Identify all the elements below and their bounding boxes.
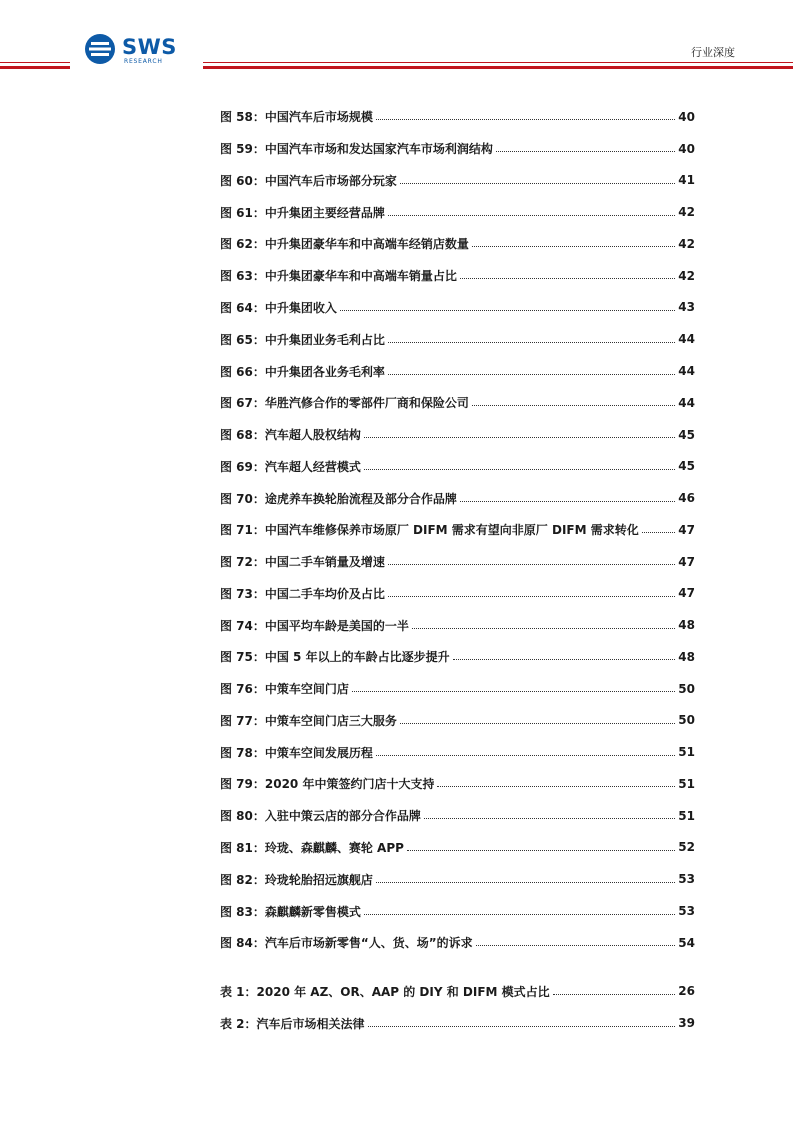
header-rule-left-thick: [0, 66, 70, 69]
dot-leader: [472, 246, 675, 247]
figure-entry-title: 图 77：中策车空间门店三大服务: [220, 713, 397, 728]
figure-entry-title: 图 64：中升集团收入: [220, 300, 337, 315]
figure-entry-title: 图 58：中国汽车后市场规模: [220, 110, 373, 125]
figure-entry[interactable]: [220, 768, 695, 800]
table-entry[interactable]: [220, 975, 695, 1007]
dot-leader: [460, 501, 675, 502]
sws-logo-icon: [84, 33, 116, 65]
figure-entry-page: 42: [678, 236, 695, 251]
dot-leader: [460, 278, 675, 279]
figure-entry-page: 43: [678, 300, 695, 315]
dot-leader: [340, 310, 675, 311]
figure-entry-page: 51: [678, 776, 695, 791]
figure-entry-title: 图 59：中国汽车市场和发达国家汽车市场利润结构: [220, 142, 493, 157]
figure-entry-page: 53: [678, 872, 695, 887]
figure-entry-page: 44: [678, 364, 695, 378]
dot-leader: [424, 818, 675, 819]
figure-entry[interactable]: [220, 832, 695, 864]
figure-entry[interactable]: [220, 133, 695, 165]
figure-entry[interactable]: [220, 260, 695, 292]
dot-leader: [388, 374, 675, 375]
figure-entry[interactable]: [220, 482, 695, 514]
dot-leader: [352, 691, 675, 692]
figure-entry[interactable]: [220, 800, 695, 832]
dot-leader: [364, 469, 675, 470]
figure-entry-title: 图 74：中国平均车龄是美国的一半: [220, 618, 409, 633]
figure-entry[interactable]: [220, 387, 695, 419]
table-entry-page: 39: [678, 1016, 695, 1030]
header-rule-left-thin: [0, 62, 70, 63]
figure-entry[interactable]: [220, 165, 695, 197]
figure-entry-title: 图 65：中升集团业务毛利占比: [220, 332, 385, 347]
figure-entry-title: 图 70：途虎养车换轮胎流程及部分合作品牌: [220, 491, 457, 506]
figure-entry-title: 图 67：华胜汽修合作的零部件厂商和保险公司: [220, 396, 469, 411]
dot-leader: [553, 994, 676, 995]
figure-entry-page: 40: [678, 141, 695, 156]
figure-entry[interactable]: [220, 323, 695, 355]
figure-entry-page: 40: [678, 109, 695, 124]
figure-entry-page: 45: [678, 427, 695, 442]
header-rule-thick: [203, 66, 793, 69]
dot-leader: [642, 532, 676, 533]
sws-logo: [84, 33, 194, 69]
figure-entry-title: 图 61：中升集团主要经营品牌: [220, 205, 385, 220]
header-rule-thin: [203, 62, 793, 63]
figure-entry-page: 54: [678, 935, 695, 950]
figure-entry-title: 图 84：汽车后市场新零售“人、货、场”的诉求: [220, 936, 473, 951]
dot-leader: [412, 628, 675, 629]
figure-entry[interactable]: [220, 863, 695, 895]
figure-entry[interactable]: [220, 419, 695, 451]
figure-entry-page: 41: [678, 173, 695, 188]
figure-entry-page: 46: [678, 491, 695, 506]
figure-entry-page: 47: [678, 522, 695, 537]
figure-entry-title: 图 79：2020 年中策签约门店十大支持: [220, 777, 435, 792]
dot-leader: [388, 564, 675, 565]
figure-entry-page: 45: [678, 459, 695, 474]
figure-entry-page: 48: [678, 618, 695, 633]
figure-entry-title: 图 83：森麒麟新零售模式: [220, 904, 361, 919]
figure-entry-page: 44: [678, 395, 695, 410]
figure-entry-page: 52: [678, 840, 695, 855]
dot-leader: [472, 405, 675, 406]
table-entry-title: 表 1：2020 年 AZ、OR、AAP 的 DIY 和 DIFM 模式占比: [220, 984, 550, 999]
dot-leader: [368, 1026, 676, 1027]
dot-leader: [376, 755, 675, 756]
dot-leader: [453, 659, 676, 660]
figure-entry-page: 47: [678, 586, 695, 601]
document-type: 行业深度: [691, 46, 735, 59]
figure-entry[interactable]: [220, 514, 695, 546]
figure-entry[interactable]: [220, 705, 695, 737]
table-toc-list: [220, 975, 695, 1039]
figure-entry[interactable]: [220, 355, 695, 387]
figure-entry-page: 51: [678, 745, 695, 760]
figure-entry-title: 图 80：入驻中策云店的部分合作品牌: [220, 809, 421, 824]
table-entry-title: 表 2：汽车后市场相关法律: [220, 1016, 365, 1031]
table-entry[interactable]: [220, 1007, 695, 1039]
figure-entry[interactable]: [220, 228, 695, 260]
figure-entry-page: 48: [678, 649, 695, 664]
figure-entry-title: 图 72：中国二手车销量及增速: [220, 555, 385, 570]
figure-entry-page: 53: [678, 904, 695, 919]
figure-entry-page: 42: [678, 268, 695, 283]
dot-leader: [400, 183, 675, 184]
figure-entry-title: 图 68：汽车超人股权结构: [220, 428, 361, 443]
figure-entry[interactable]: [220, 927, 695, 959]
table-entry-page: 26: [678, 984, 695, 998]
figure-entry[interactable]: [220, 292, 695, 324]
figure-entry[interactable]: [220, 196, 695, 228]
dot-leader: [364, 914, 675, 915]
figure-entry-title: 图 73：中国二手车均价及占比: [220, 586, 385, 601]
dot-leader: [437, 786, 675, 787]
dot-leader: [376, 119, 675, 120]
figure-entry-title: 图 71：中国汽车维修保养市场原厂 DIFM 需求有望向非原厂 DIFM 需求转化: [220, 523, 639, 538]
figure-entry[interactable]: [220, 736, 695, 768]
dot-leader: [388, 342, 675, 343]
dot-leader: [496, 151, 675, 152]
figure-entry-page: 50: [678, 713, 695, 728]
dot-leader: [388, 596, 675, 597]
dot-leader: [376, 882, 675, 883]
figure-entry-title: 图 63：中升集团豪华车和中高端车销量占比: [220, 269, 457, 284]
figure-entry-title: 图 81：玲珑、森麒麟、赛轮 APP: [220, 840, 404, 855]
figure-entry-title: 图 78：中策车空间发展历程: [220, 745, 373, 760]
dot-leader: [476, 945, 676, 946]
logo-text: SWS: [122, 35, 177, 59]
figure-entry-title: 图 62：中升集团豪华车和中高端车经销店数量: [220, 237, 469, 252]
dot-leader: [400, 723, 675, 724]
figure-entry-title: 图 82：玲珑轮胎招远旗舰店: [220, 872, 373, 887]
dot-leader: [388, 215, 675, 216]
page-header: [0, 0, 793, 80]
logo-subtext: RESEARCH: [124, 58, 163, 65]
figure-entry[interactable]: [220, 641, 695, 673]
figure-entry[interactable]: [220, 673, 695, 705]
figure-entry[interactable]: [220, 609, 695, 641]
figure-entry-title: 图 75：中国 5 年以上的车龄占比逐步提升: [220, 650, 450, 665]
figure-entry[interactable]: [220, 577, 695, 609]
figure-entry-page: 44: [678, 332, 695, 347]
figure-entry-title: 图 66：中升集团各业务毛利率: [220, 364, 385, 379]
figure-entry-title: 图 69：汽车超人经营模式: [220, 459, 361, 474]
figure-entry[interactable]: [220, 101, 695, 133]
figure-entry[interactable]: [220, 450, 695, 482]
figure-entry[interactable]: [220, 895, 695, 927]
dot-leader: [364, 437, 675, 438]
figure-entry-title: 图 60：中国汽车后市场部分玩家: [220, 173, 397, 188]
figure-entry-page: 42: [678, 205, 695, 220]
figure-toc-list: [220, 101, 695, 959]
figure-entry-title: 图 76：中策车空间门店: [220, 682, 349, 697]
figure-entry-page: 51: [678, 808, 695, 823]
figure-entry[interactable]: [220, 546, 695, 578]
dot-leader: [407, 850, 675, 851]
figure-entry-page: 47: [678, 554, 695, 569]
figure-entry-page: 50: [678, 681, 695, 696]
